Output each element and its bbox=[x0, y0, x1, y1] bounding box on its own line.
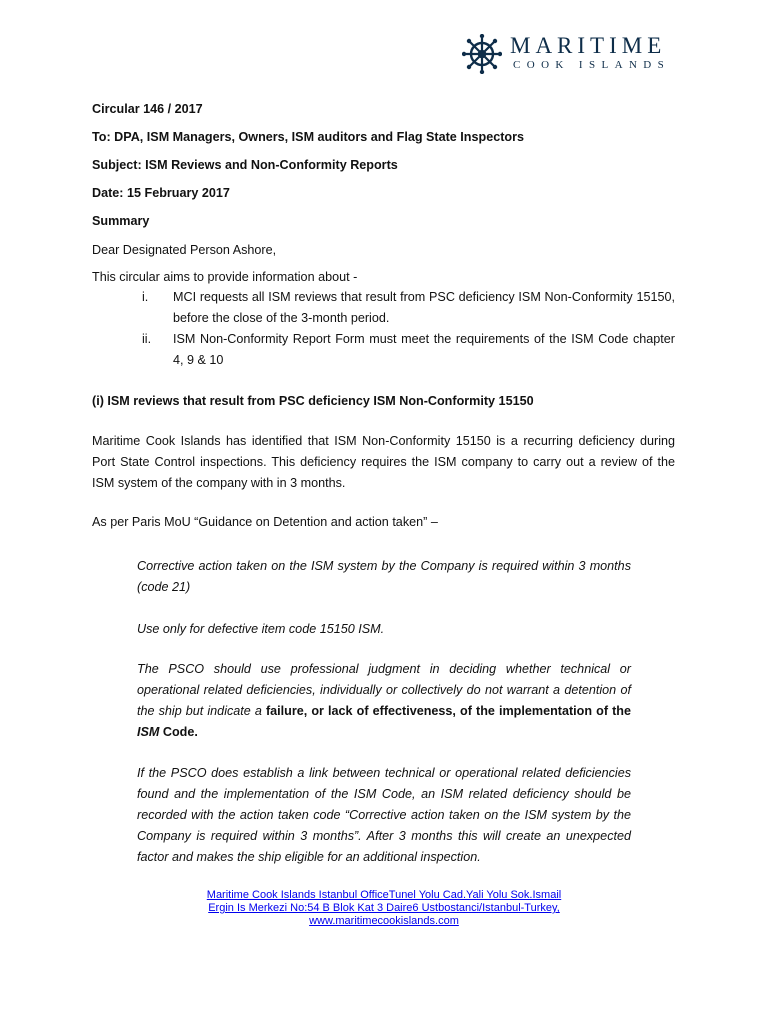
quote-psco-judgment bbox=[137, 659, 631, 743]
logo-text bbox=[510, 34, 670, 72]
summary-heading: Summary bbox=[92, 214, 150, 228]
subject: Subject: ISM Reviews and Non-Conformity Reports bbox=[92, 158, 398, 172]
quote-corrective-action: Corrective action taken on the ISM system by the Company is required within 3 months (code 21) bbox=[137, 559, 631, 594]
recipients: To: DPA, ISM Managers, Owners, ISM auditors and Flag State Inspectors bbox=[92, 130, 524, 144]
circular-number: Circular 146 / 2017 bbox=[92, 102, 203, 116]
section-paragraph: Maritime Cook Islands has identified that ISM Non-Conformity 15150 is a recurring deficiency during Port State Control inspections. This deficiency requires the ISM company to carry out a review of the ISM system of the company with in 3 months. bbox=[92, 434, 675, 490]
logo-subtitle: COOK ISLANDS bbox=[513, 59, 671, 71]
footer-address bbox=[150, 889, 618, 928]
maritime-cook-islands-logo bbox=[462, 34, 702, 78]
intro-text: This circular aims to provide information about - bbox=[92, 270, 358, 284]
paris-mou-intro: As per Paris MoU “Guidance on Detention and action taken” – bbox=[92, 515, 438, 529]
salutation: Dear Designated Person Ashore, bbox=[92, 243, 277, 257]
logo-title: MARITIME bbox=[510, 33, 667, 58]
list-number: ii. bbox=[142, 332, 152, 346]
quote-bold-italic-text: ISM bbox=[137, 725, 160, 739]
quote-bold-text: failure, or lack of effectiveness, of the implementation of the bbox=[265, 704, 631, 718]
section-heading: (i) ISM reviews that result from PSC deficiency ISM Non-Conformity 15150 bbox=[92, 394, 534, 408]
list-number: i. bbox=[142, 290, 149, 304]
quote-text: The PSCO should use professional judgment in deciding whether technical or operational related deficiencies, individually or collectively do not warrant a detention of the ship but indicate a bbox=[137, 662, 631, 718]
footer-address-line[interactable]: Ergin Is Merkezi No:54 B Blok Kat 3 Daire6 Ustbostanci/Istanbul-Turkey, bbox=[208, 902, 560, 914]
footer-address-line[interactable]: Maritime Cook Islands Istanbul OfficeTunel Yolu Cad.Yali Yolu Sok.Ismail bbox=[206, 889, 562, 901]
date: Date: 15 February 2017 bbox=[92, 186, 230, 200]
quote-bold-text: Code. bbox=[159, 725, 198, 739]
list-item-text: ISM Non-Conformity Report Form must meet the requirements of the ISM Code chapter 4, 9 & 10 bbox=[173, 332, 675, 367]
ship-wheel-icon bbox=[462, 34, 502, 74]
quote-psco-link: If the PSCO does establish a link between technical or operational related deficiencies found and the implementation of the ISM Code, an ISM related deficiency should be recorded with the action taken code “Corrective action taken on the ISM system by the Company is required within 3 months”. After 3 months this will create an unexpected factor and makes the ship eligible for an additional inspection. bbox=[137, 766, 631, 864]
list-item-text: MCI requests all ISM reviews that result from PSC deficiency ISM Non-Conformity 15150, before the close of the 3-month period. bbox=[173, 290, 675, 325]
quote-defective-item: Use only for defective item code 15150 ISM. bbox=[137, 622, 385, 636]
footer-website-link[interactable]: www.maritimecookislands.com bbox=[309, 915, 459, 927]
